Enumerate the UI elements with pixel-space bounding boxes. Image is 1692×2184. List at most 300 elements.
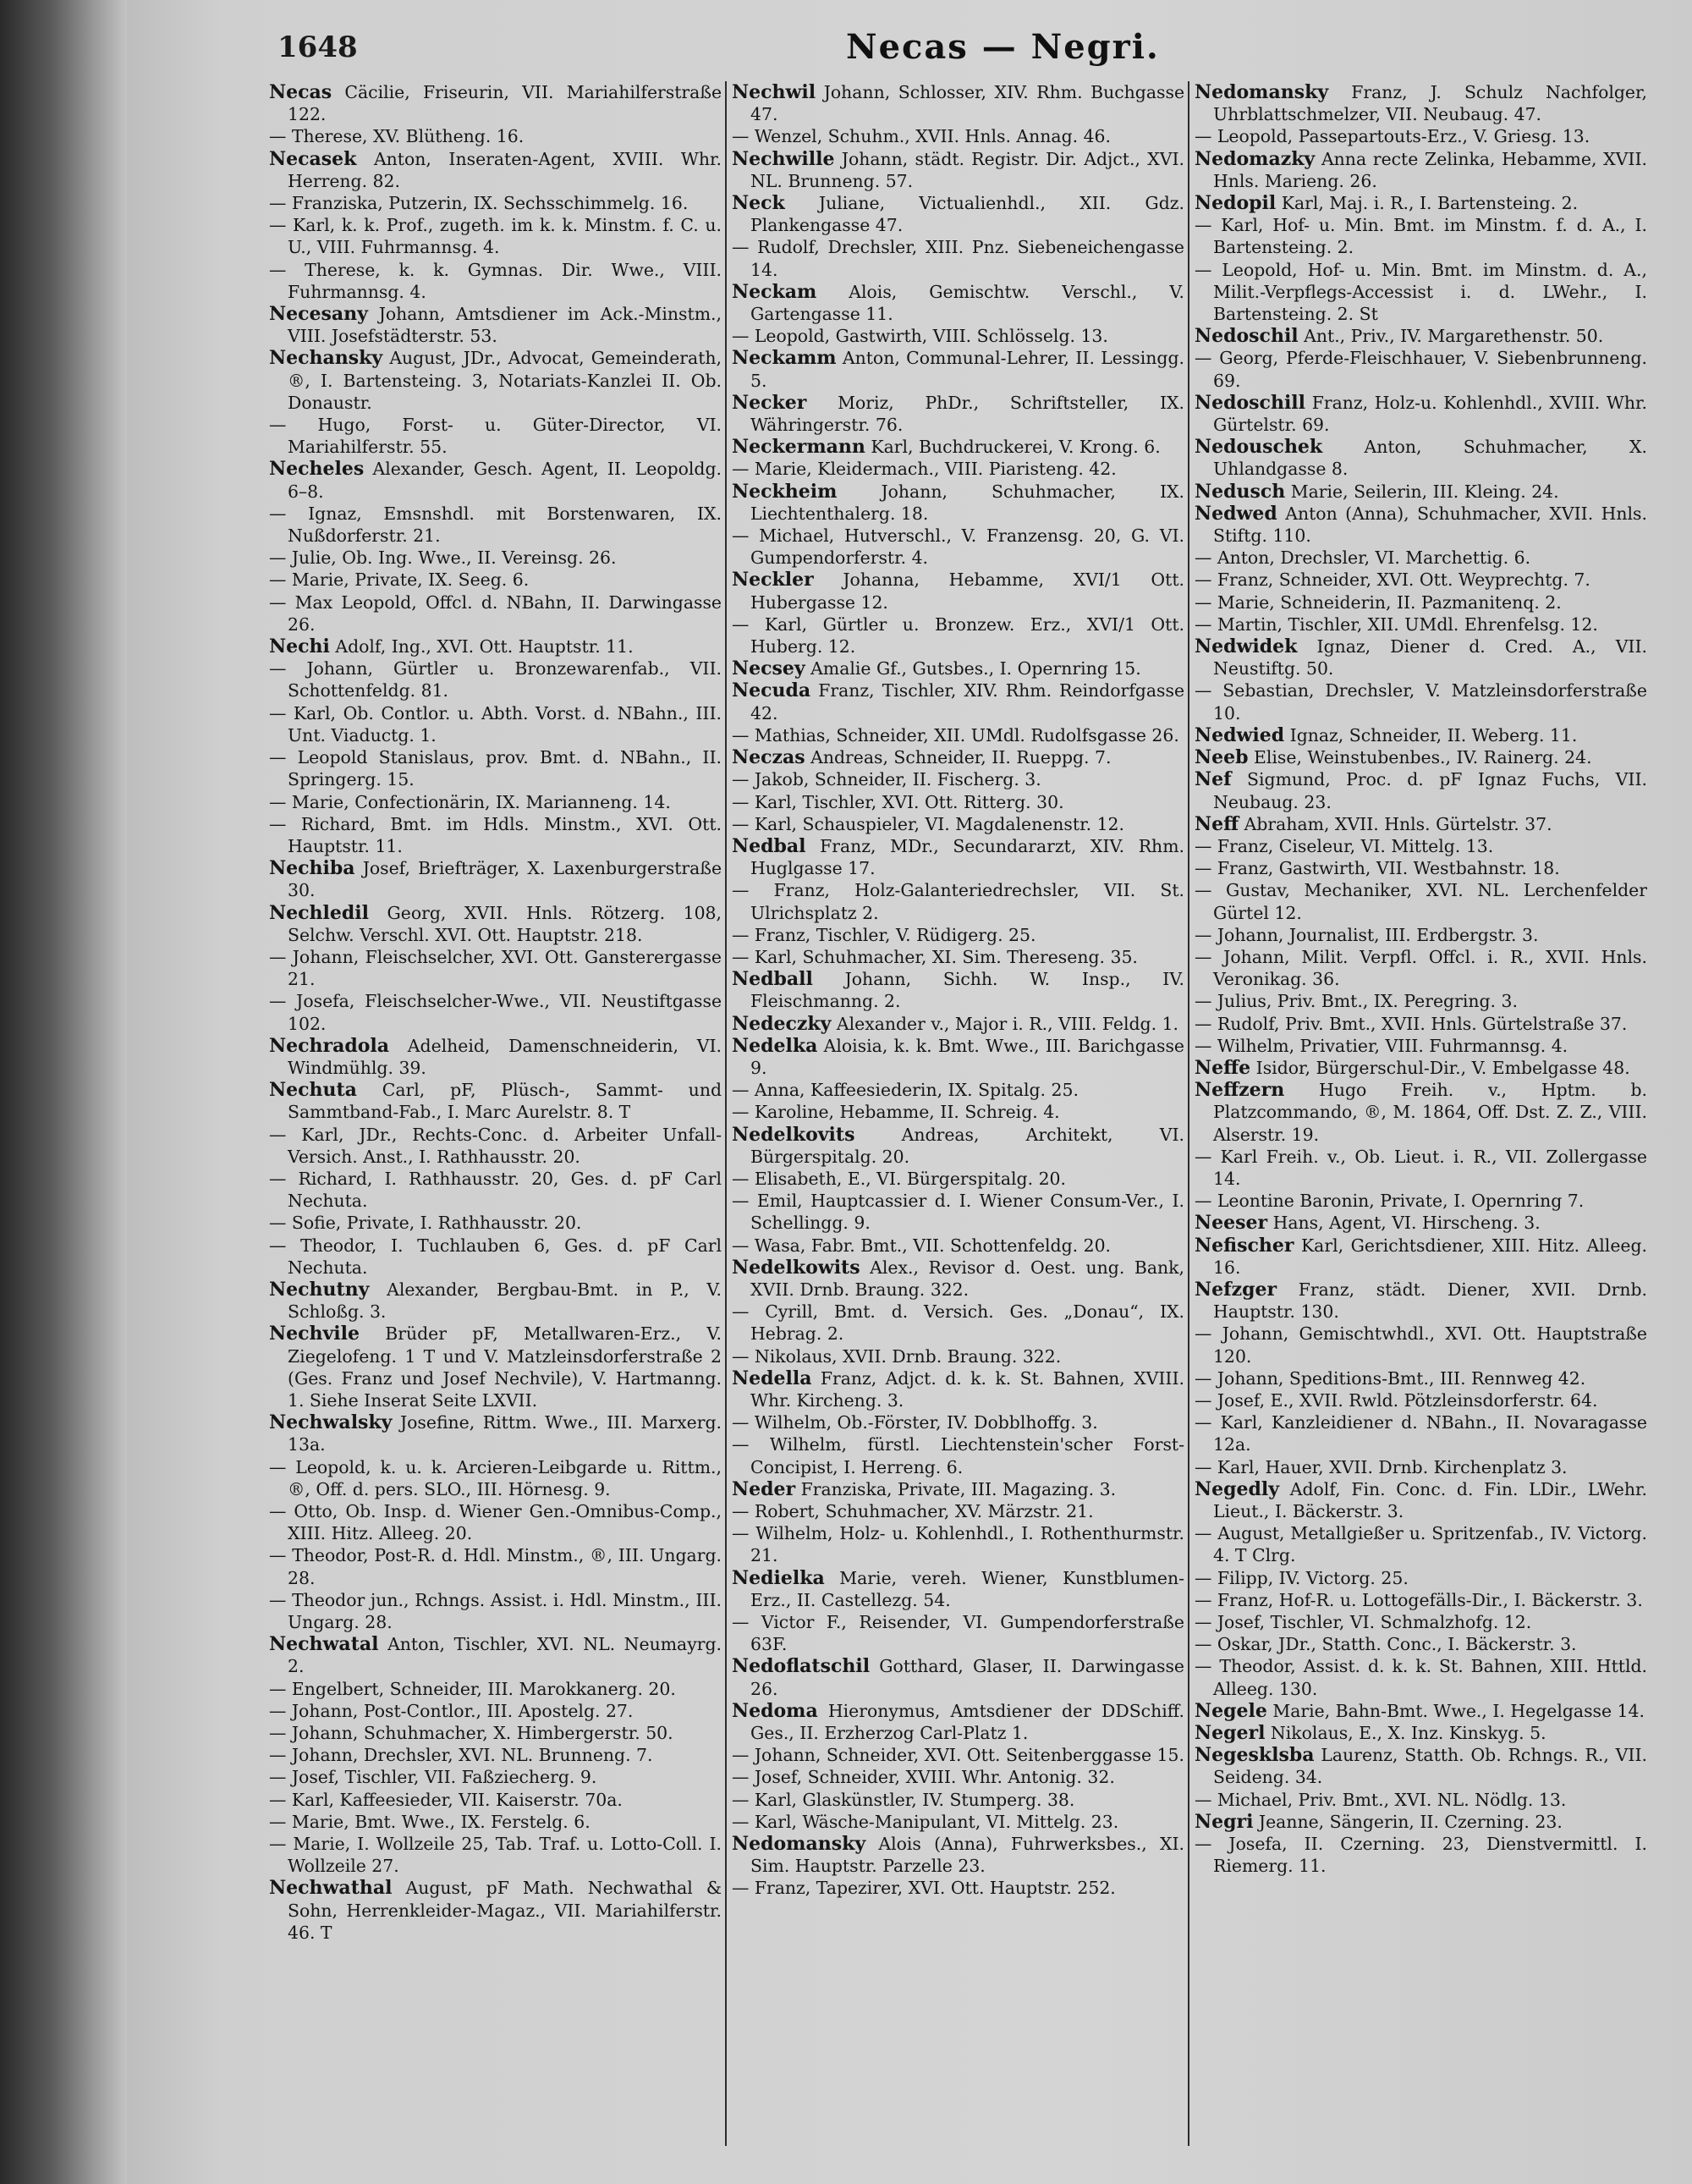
entry-details: Ignaz, Schneider, II. Weberg. 11. [1289, 724, 1578, 745]
directory-entry [269, 1877, 722, 1944]
directory-entry [732, 1478, 1184, 1500]
entry-surname: — Julius, [1195, 991, 1272, 1012]
directory-entry [732, 1411, 1184, 1433]
entry-surname: — Ignaz, [269, 503, 362, 524]
entry-details: Johann, Schuhmacher, IX. Liechtenthalerg. 18. [750, 481, 1184, 524]
directory-entry [1195, 569, 1647, 591]
entry-details: Hans, Agent, VI. Hirscheng. 3. [1272, 1213, 1541, 1234]
running-head: Necas — Negri. [846, 27, 1160, 67]
entry-surname: Necasek [269, 147, 357, 170]
entry-surname: Nedusch [1195, 480, 1286, 503]
entry-details: Kanzleidiener d. NBahn., II. Novaragasse 12a. [1213, 1412, 1647, 1455]
directory-entry [1195, 481, 1647, 503]
directory-entry [269, 1500, 722, 1544]
entry-surname: — Wilhelm, [732, 1523, 833, 1544]
entry-surname: — Michael, [1195, 1789, 1294, 1810]
entry-surname: Necesany [269, 303, 368, 326]
entry-surname: — Jakob, [732, 769, 810, 790]
entry-surname: — Martin, [1195, 613, 1283, 635]
directory-entry [732, 1035, 1184, 1079]
entry-details: Schneiderin, II. Pazmanitenq. 2. [1280, 591, 1562, 613]
directory-entry [1195, 1611, 1647, 1633]
entry-details: Private, I. Rathhausstr. 20. [346, 1213, 582, 1234]
entry-surname: — Wilhelm, [732, 1434, 848, 1455]
entry-details: Tischler, XVI. Ott. Ritterg. 30. [802, 791, 1064, 812]
directory-entry [732, 125, 1184, 147]
entry-surname: — Leopold Stanislaus, [269, 747, 475, 768]
directory-entry [1195, 347, 1647, 391]
entry-surname: — Johann, [269, 1723, 359, 1744]
directory-entry [732, 392, 1184, 436]
entry-details: IV. Victorg. 25. [1278, 1567, 1409, 1588]
entry-surname: — Josefa, [1195, 1834, 1288, 1855]
entry-details: Hugo Freih. v., Hptm. b. Platzcommando, ®, M. 1864, Off. Dst. Z. Z., VIII. Alserstr. 19. [1213, 1080, 1647, 1145]
directory-columns [269, 81, 1652, 2154]
entry-surname: Nefzger [1195, 1278, 1277, 1301]
entry-details: I. Rathhausstr. 20, Ges. d. pF Carl Nechuta. [288, 1168, 722, 1212]
directory-entry [732, 879, 1184, 923]
entry-surname: Neeser [1195, 1212, 1268, 1235]
directory-entry [269, 503, 722, 547]
entry-surname: — Karl, [269, 702, 337, 723]
entry-details: Bmt. d. Versich. Ges. „Donau“, IX. Hebrag. 2. [750, 1301, 1184, 1345]
entry-details: Alois, Gemischtw. Verschl., V. Gartengasse 11. [750, 281, 1184, 325]
entry-surname: Negerl [1195, 1722, 1266, 1745]
entry-details: Alexander, Gesch. Agent, II. Leopoldg. 6–8. [288, 459, 722, 502]
directory-entry [1195, 990, 1647, 1012]
entry-surname: — Karoline, [732, 1102, 835, 1123]
directory-entry [732, 347, 1184, 391]
entry-surname: — Karl, [732, 946, 798, 967]
entry-surname: Nedomansky [1195, 81, 1329, 103]
entry-details: XV. Blütheng. 16. [372, 126, 525, 147]
directory-entry [732, 946, 1184, 968]
entry-surname: — Wilhelm, [1195, 1035, 1295, 1056]
entry-surname: Neckermann [732, 436, 865, 459]
entry-surname: Nedomazky [1195, 147, 1316, 170]
directory-column-2 [732, 81, 1184, 2154]
entry-details: Holz- u. Kohlenhdl., I. Rothenthurmstr. 21. [750, 1523, 1184, 1566]
entry-details: Laurenz, Statth. Ob. Rchngs. R., VII. Seideng. 34. [1213, 1745, 1647, 1788]
directory-entry [1195, 1567, 1647, 1589]
entry-details: Alexander v., Major i. R., VIII. Feldg. 1. [836, 1013, 1179, 1034]
directory-entry [732, 81, 1184, 125]
directory-entry [1195, 1456, 1647, 1478]
entry-surname: — Elisabeth, [732, 1168, 843, 1189]
directory-entry [269, 657, 722, 701]
directory-entry [732, 525, 1184, 569]
entry-surname: — Oskar, [1195, 1634, 1273, 1655]
entry-details: Drechsler, V. Matzleinsdorferstraße 10. [1213, 680, 1647, 723]
entry-details: Ob.-Förster, IV. Dobblhoffg. 3. [837, 1412, 1098, 1433]
directory-entry [269, 1589, 722, 1633]
directory-entry [269, 192, 722, 214]
entry-details: Karl, Buchdruckerei, V. Krong. 6. [871, 437, 1161, 458]
entry-surname: — Josef, [732, 1767, 803, 1788]
entry-details: Hof- u. Min. Bmt. im Minstm. f. d. A., I. Bartensteing. 2. [1213, 215, 1647, 258]
entry-details: Reisender, VI. Gumpendorferstraße 63F. [750, 1612, 1184, 1655]
entry-surname: — Sofie, [269, 1213, 342, 1234]
entry-surname: Nedouschek [1195, 436, 1323, 459]
directory-entry [269, 990, 722, 1034]
entry-details: Schuhm., XVII. Hnls. Annag. 46. [827, 126, 1112, 147]
directory-entry [1195, 1833, 1647, 1877]
entry-details: fürstl. Liechtenstein'scher Forst-Concipist, I. Herreng. 6. [750, 1434, 1184, 1477]
entry-surname: — Cyrill, [732, 1301, 819, 1323]
entry-surname: Nechwalsky [269, 1411, 393, 1434]
entry-details: Kleidermach., VIII. Piaristeng. 42. [817, 459, 1117, 480]
entry-details: Mechaniker, XVI. NL. Lerchenfelder Gürtel 12. [1213, 880, 1647, 923]
directory-entry [269, 1833, 722, 1877]
entry-details: Pferde-Fleischhauer, V. Siebenbrunneng. 69. [1213, 348, 1647, 391]
directory-entry [1195, 1655, 1647, 1699]
entry-details: Milit. Verpfl. Offcl. i. R., XVII. Hnls. Veronikag. 36. [1213, 946, 1647, 990]
entry-surname: Nedelkovits [732, 1123, 855, 1146]
directory-entry [1195, 1478, 1647, 1522]
directory-entry [1195, 125, 1647, 147]
directory-entry [1195, 1190, 1647, 1212]
directory-entry [1195, 924, 1647, 946]
entry-details: Glaskünstler, IV. Stumperg. 38. [802, 1789, 1075, 1810]
entry-details: Tischler, VI. Schmalzhofg. 12. [1270, 1612, 1532, 1633]
directory-entry [1195, 214, 1647, 258]
entry-surname: Nechiba [269, 857, 355, 880]
directory-entry [269, 635, 722, 657]
directory-entry [732, 236, 1184, 280]
entry-surname: — Franz, [1195, 835, 1274, 856]
entry-details: Ignaz, Diener d. Cred. A., VII. Neustiftg. 50. [1213, 636, 1647, 679]
entry-details: Drechsler, VI. Marchettig. 6. [1280, 547, 1531, 569]
entry-details: Franziska, Private, III. Magazing. 3. [800, 1478, 1117, 1499]
entry-surname: — Johann, [732, 1745, 821, 1766]
entry-surname: Nedwed [1195, 502, 1277, 525]
entry-surname: Nedoflatschil [732, 1655, 871, 1678]
directory-entry [1195, 879, 1647, 923]
directory-entry [732, 724, 1184, 746]
entry-surname: Nedelka [732, 1034, 818, 1057]
entry-details: XVII. Drnb. Braung. 322. [843, 1345, 1062, 1367]
directory-entry [1195, 259, 1647, 326]
entry-surname: Nechwathal [269, 1877, 393, 1900]
directory-entry [269, 81, 722, 125]
entry-surname: — Victor F., [732, 1612, 847, 1633]
entry-surname: Nedelkowits [732, 1256, 860, 1279]
entry-surname: — Karl, [1195, 1412, 1263, 1433]
directory-entry [732, 968, 1184, 1012]
entry-details: Kaffeesieder, VII. Kaiserstr. 70a. [339, 1789, 623, 1810]
entry-details: Carl, pF, Plüsch-, Sammt- und Sammtband-Fab., I. Marc Aurelstr. 8. T [288, 1080, 722, 1123]
entry-surname: Neff [1195, 812, 1239, 835]
entry-surname: Negri [1195, 1810, 1254, 1833]
entry-details: Anton, Tischler, XVI. NL. Neumayrg. 2. [288, 1634, 722, 1677]
entry-surname: — Marie, [269, 1811, 349, 1832]
directory-entry [732, 1079, 1184, 1101]
entry-details: JDr., Rechts-Conc. d. Arbeiter Unfall-Versich. Anst., I. Rathhausstr. 20. [288, 1124, 722, 1167]
entry-surname: Negele [1195, 1699, 1267, 1722]
directory-entry [732, 1235, 1184, 1257]
directory-entry [269, 414, 722, 458]
entry-details: I. Wollzeile 25, Tab. Traf. u. Lotto-Coll. I. Wollzeile 27. [288, 1834, 722, 1877]
entry-surname: — Rudolf, [732, 237, 820, 258]
entry-details: Putzerin, IX. Sechsschimmelg. 16. [388, 193, 689, 214]
directory-entry [269, 791, 722, 813]
entry-surname: — Theodor, [1195, 1656, 1296, 1677]
entry-surname: — Georg, [1195, 348, 1279, 369]
entry-details: August, pF Math. Nechwathal & Sohn, Herrenkleider-Magaz., VII. Mariahilferstr. 46. T [288, 1878, 722, 1943]
entry-details: Hieronymus, Amtsdiener der DDSchiff. Ges., II. Erzherzog Carl-Platz 1. [750, 1700, 1184, 1744]
entry-surname: — Johann, [1195, 1367, 1284, 1389]
directory-entry [1195, 746, 1647, 768]
entry-details: Hauer, XVII. Drnb. Kirchenplatz 3. [1265, 1456, 1568, 1477]
entry-details: Tischler, VII. Faßziecherg. 9. [344, 1767, 597, 1788]
directory-entry [1195, 436, 1647, 480]
directory-entry [732, 791, 1184, 813]
directory-entry [269, 1700, 722, 1722]
directory-entry [1195, 679, 1647, 723]
directory-entry [1195, 1323, 1647, 1367]
entry-details: Holz-Galanteriedrechsler, VII. St. Ulrichsplatz 2. [750, 880, 1184, 923]
directory-entry [269, 125, 722, 147]
entry-details: Private, IX. Seeg. 6. [354, 569, 530, 591]
directory-column-1 [269, 81, 722, 2154]
directory-entry [269, 1323, 722, 1411]
entry-surname: Necuda [732, 679, 811, 702]
entry-details: Moriz, PhDr., Schriftsteller, IX. Währingerstr. 76. [750, 392, 1184, 436]
entry-details: Gemischtwhdl., XVI. Ott. Hauptstraße 120. [1213, 1323, 1647, 1367]
entry-details: Marie, Seilerin, III. Kleing. 24. [1290, 481, 1559, 502]
entry-details: Ciseleur, VI. Mittelg. 13. [1278, 835, 1494, 856]
entry-details: Ob. Lieut. i. R., VII. Zollergasse 14. [1213, 1146, 1647, 1189]
entry-surname: — Franz, [1195, 1589, 1274, 1610]
entry-surname: — Michael, [732, 525, 835, 547]
entry-details: Confectionärin, IX. Marianneng. 14. [354, 791, 671, 812]
directory-entry [1195, 81, 1647, 125]
entry-details: Franz, städt. Diener, XVII. Drnb. Hauptstr. 130. [1213, 1279, 1647, 1323]
entry-details: Sigmund, Proc. d. pF Ignaz Fuchs, VII. Neubaug. 23. [1213, 769, 1647, 812]
entry-surname: — Rudolf, [1195, 1013, 1280, 1034]
directory-entry [269, 1035, 722, 1079]
entry-details: Emsnshdl. mit Borstenwaren, IX. Nußdorferstr. 21. [288, 503, 722, 547]
directory-entry [269, 214, 722, 258]
entry-surname: — Leopold, [269, 1456, 371, 1477]
entry-surname: — Karl, [732, 791, 798, 812]
directory-entry [269, 1212, 722, 1234]
directory-entry [269, 1811, 722, 1833]
entry-surname: Neckamm [732, 347, 837, 370]
entry-details: Priv. Bmt., XVII. Hnls. Gürtelstraße 37. [1285, 1013, 1628, 1034]
entry-details: Ob. Ing. Wwe., II. Vereinsg. 26. [342, 547, 617, 569]
entry-details: Amalie Gf., Gutsbes., I. Opernring 15. [810, 658, 1141, 679]
directory-entry [269, 1411, 722, 1455]
entry-surname: Necas [269, 81, 332, 103]
entry-details: Kaffeesiederin, IX. Spitalg. 25. [810, 1080, 1079, 1101]
entry-surname: — Johann, [1195, 946, 1290, 967]
directory-entry [732, 746, 1184, 768]
entry-details: Anton, Communal-Lehrer, II. Lessingg. 5. [750, 348, 1184, 391]
entry-surname: Nedoschill [1195, 391, 1306, 414]
entry-surname: — Marie, [732, 459, 812, 480]
entry-details: Alois (Anna), Fuhrwerksbes., XI. Sim. Hauptstr. Parzelle 23. [750, 1834, 1184, 1877]
entry-details: Adolf, Fin. Conc. d. Fin. LDir., LWehr. Lieut., I. Bäckerstr. 3. [1213, 1478, 1647, 1521]
directory-entry [269, 1633, 722, 1677]
directory-entry [732, 1124, 1184, 1168]
directory-entry [732, 458, 1184, 480]
directory-entry [269, 547, 722, 569]
entry-details: Private, I. Opernring 7. [1380, 1191, 1585, 1212]
entry-surname: — Therese, [269, 126, 368, 147]
directory-entry [732, 613, 1184, 657]
entry-details: Cäcilie, Friseurin, VII. Mariahilferstraße 122. [288, 82, 722, 125]
entry-surname: Nedella [732, 1367, 812, 1389]
directory-entry [1195, 1146, 1647, 1190]
entry-details: Wäsche-Manipulant, VI. Mittelg. 23. [802, 1811, 1119, 1832]
directory-entry [732, 1101, 1184, 1123]
directory-entry [1195, 1633, 1647, 1655]
entry-surname: — Karl, [269, 1789, 335, 1810]
directory-entry [269, 1235, 722, 1279]
entry-details: Metallgießer u. Spritzenfab., IV. Victorg. 4. T Clrg. [1213, 1523, 1647, 1566]
entry-details: Josefine, Rittm. Wwe., III. Marxerg. 13a. [288, 1412, 722, 1455]
directory-entry [1195, 857, 1647, 879]
directory-entry [269, 1789, 722, 1811]
entry-details: I. Tuchlauben 6, Ges. d. pF Carl Nechuta. [288, 1235, 722, 1278]
entry-surname: — Leopold, [1195, 259, 1298, 280]
entry-surname: Nedwidek [1195, 635, 1298, 658]
entry-surname: — Marie, [269, 569, 349, 591]
entry-surname: Nechradola [269, 1034, 390, 1057]
entry-details: Schuhmacher, XV. Märzstr. 21. [825, 1501, 1094, 1521]
entry-surname: Nedoschil [1195, 325, 1299, 348]
entry-details: Schneider, XII. UMdl. Rudolfsgasse 26. [836, 724, 1179, 745]
entry-surname: — Richard, [269, 813, 376, 834]
entry-surname: Nefischer [1195, 1234, 1294, 1257]
directory-entry [269, 702, 722, 746]
entry-details: Marie, vereh. Wiener, Kunstblumen-Erz., II. Castellezg. 54. [750, 1567, 1184, 1610]
entry-surname: — Franziska, [269, 193, 383, 214]
entry-surname: — Marie, [1195, 591, 1275, 613]
entry-surname: — Karl, [1195, 1456, 1261, 1477]
entry-details: Bmt. Wwe., IX. Ferstelg. 6. [354, 1811, 591, 1832]
entry-surname: — Julie, [269, 547, 337, 569]
entry-surname: Nedopil [1195, 192, 1277, 215]
entry-surname: — Karl Freih. v., [1195, 1146, 1347, 1167]
entry-details: Aloisia, k. k. Bmt. Wwe., III. Barichgasse 9. [750, 1035, 1184, 1078]
entry-surname: — Franz, [1195, 569, 1274, 591]
directory-entry [1195, 813, 1647, 835]
entry-surname: Neffe [1195, 1056, 1251, 1079]
entry-surname: Nechwatal [269, 1633, 379, 1656]
entry-details: Nikolaus, E., X. Inz. Kinskyg. 5. [1270, 1723, 1546, 1744]
entry-details: Josef, Briefträger, X. Laxenburgerstraße 30. [288, 858, 722, 901]
directory-entry [1195, 1389, 1647, 1411]
directory-entry [269, 813, 722, 857]
entry-surname: — August, [1195, 1523, 1285, 1544]
entry-details: Adolf, Ing., XVI. Ott. Hauptstr. 11. [335, 636, 634, 657]
directory-entry [1195, 503, 1647, 547]
entry-surname: — Engelbert, [269, 1678, 385, 1699]
directory-entry [269, 591, 722, 635]
entry-details: Hauptcassier d. I. Wiener Consum-Ver., I. Schellingg. 9. [750, 1191, 1184, 1234]
entry-surname: — Theodor, [269, 1235, 377, 1256]
entry-surname: Necsey [732, 657, 805, 680]
entry-details: Speditions-Bmt., III. Rennweg 42. [1288, 1367, 1586, 1389]
entry-surname: Neckam [732, 280, 817, 303]
entry-surname: Nechwil [732, 81, 816, 103]
directory-entry [732, 1833, 1184, 1877]
entry-surname: Neck [732, 192, 785, 215]
entry-surname: — Nikolaus, [732, 1345, 838, 1367]
entry-details: Tischler, V. Rüdigerg. 25. [816, 924, 1036, 945]
entry-details: II. Czerning. 23, Dienstvermittl. I. Riemerg. 11. [1213, 1834, 1647, 1877]
entry-details: Franz, Adjct. d. k. k. St. Bahnen, XVIII. Whr. Kircheng. 3. [750, 1367, 1184, 1411]
entry-details: Juliane, Victualienhdl., XII. Gdz. Plankengasse 47. [750, 193, 1184, 236]
entry-surname: — Emil, [732, 1191, 803, 1212]
directory-entry [1195, 1279, 1647, 1323]
entry-details: Elise, Weinstubenbes., IV. Rainerg. 24. [1253, 747, 1592, 768]
directory-column-3 [1195, 81, 1647, 2154]
entry-surname: — Johann, [269, 946, 360, 967]
entry-surname: — Josef, [269, 1767, 340, 1788]
directory-entry [732, 1190, 1184, 1234]
entry-surname: — Max Leopold, [269, 591, 417, 613]
entry-surname: Neckler [732, 569, 814, 591]
directory-entry [1195, 547, 1647, 569]
directory-entry [269, 1766, 722, 1788]
entry-details: Gotthard, Glaser, II. Darwingasse 26. [750, 1656, 1184, 1699]
directory-entry [732, 1301, 1184, 1345]
directory-entry [732, 192, 1184, 236]
entry-surname: Neczas [732, 746, 805, 769]
entry-surname: — Wasa, [732, 1235, 806, 1256]
entry-details: Franz, MDr., Secundararzt, XIV. Rhm. Huglgasse 17. [750, 835, 1184, 879]
directory-entry [1195, 1744, 1647, 1788]
directory-entry [1195, 1700, 1647, 1722]
entry-surname: — Johann, [1195, 1323, 1289, 1345]
entry-surname: Nedbal [732, 834, 806, 857]
directory-entry [269, 347, 722, 414]
entry-surname: Neckheim [732, 480, 838, 503]
directory-entry [1195, 1079, 1647, 1146]
entry-details: Karl, Gerichtsdiener, XIII. Hitz. Alleeg. 16. [1213, 1235, 1647, 1278]
entry-details: Rchngs. Assist. i. Hdl. Minstm., III. Ungarg. 28. [288, 1589, 722, 1633]
entry-surname: Nedeczky [732, 1012, 832, 1035]
entry-details: Offcl. d. NBahn, II. Darwingasse 26. [288, 591, 722, 635]
entry-details: Assist. d. k. k. St. Bahnen, XIII. Httld. Alleeg. 130. [1213, 1656, 1647, 1699]
entry-details: Hof- u. Min. Bmt. im Minstm. d. A., Milit.-Verpflegs-Accessist i. d. LWehr., I. Bartensteing. 2. St [1213, 259, 1647, 325]
directory-entry [269, 1079, 722, 1123]
entry-details: August, JDr., Advocat, Gemeinderath, ®, I. Bartensteing. 3, Notariats-Kanzlei II. Ob. Donaustr. [288, 348, 722, 413]
entry-details: Johann, städt. Registr. Dir. Adjct., XVI. NL. Brunneng. 57. [750, 148, 1184, 191]
page-number: 1648 [277, 30, 358, 64]
directory-entry [269, 1279, 722, 1323]
entry-details: Gastwirth, VIII. Schlösselg. 13. [835, 326, 1108, 347]
entry-surname: — Theodor jun., [269, 1589, 409, 1610]
entry-surname: Nedielka [732, 1566, 825, 1589]
directory-entry [269, 1744, 722, 1766]
directory-entry [269, 1544, 722, 1588]
entry-details: Journalist, III. Erdbergstr. 3. [1288, 924, 1539, 945]
entry-surname: — Karl, [269, 1124, 344, 1145]
entry-surname: Negedly [1195, 1477, 1280, 1500]
entry-details: Passepartouts-Erz., V. Griesg. 13. [1298, 126, 1590, 147]
directory-entry [732, 1567, 1184, 1611]
entry-surname: Nedomansky [732, 1833, 866, 1856]
directory-entry [732, 281, 1184, 325]
entry-details: Schauspieler, VI. Magdalenenstr. 12. [802, 813, 1124, 834]
directory-entry [1195, 1057, 1647, 1079]
entry-surname: Nechutny [269, 1278, 370, 1301]
entry-details: Gürtler u. Bronzewarenfab., VII. Schottenfeldg. 81. [288, 658, 722, 701]
